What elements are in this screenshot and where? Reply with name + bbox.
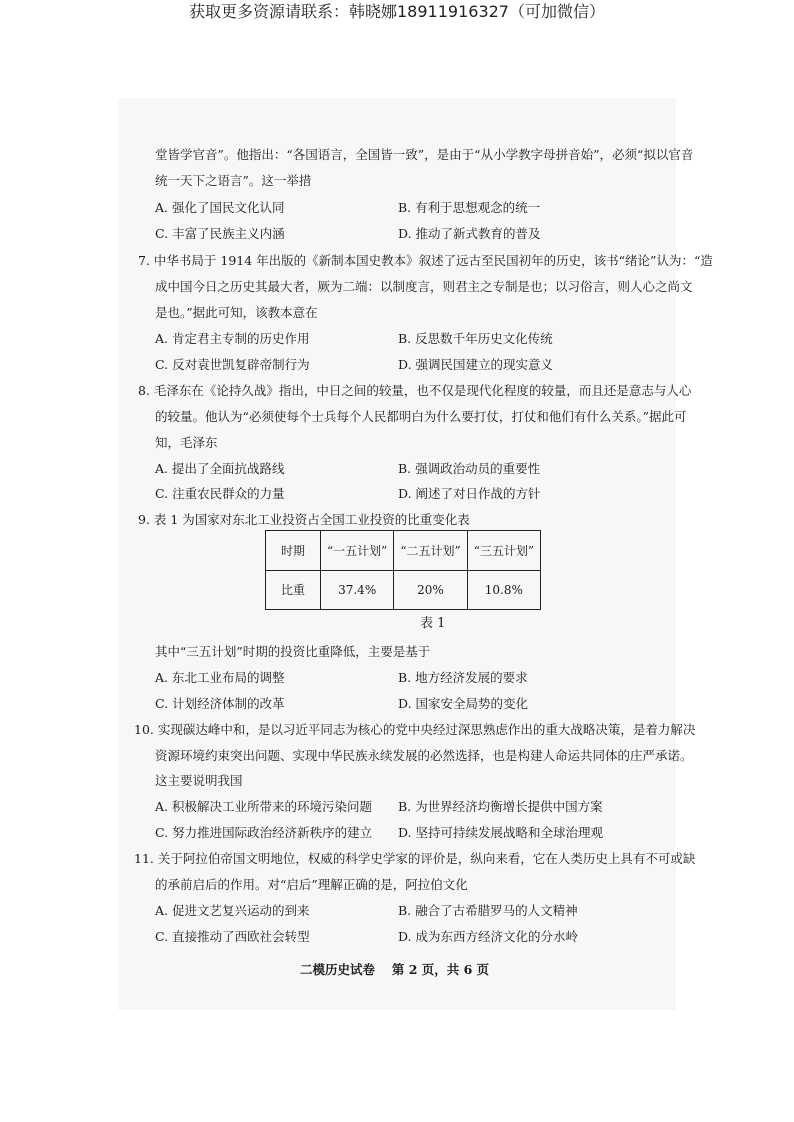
q8-stem-line-1: 8. 毛泽东在《论持久战》指出，中日之间的较量，也不仅是现代化程度的较量，而且还是意志与人心 — [138, 383, 692, 398]
table-header-cell: 时期 — [266, 531, 321, 571]
q10-stem-line-1: 10. 实现碳达峰中和，是以习近平同志为核心的党中央经过深思熟虑作出的重大战略决策，是着力解决 — [134, 722, 696, 737]
q8-option-a: A. 提出了全面抗战路线 — [155, 461, 285, 476]
table-header-cell: “三五计划” — [467, 531, 540, 571]
q11-option-b: B. 融合了古希腊罗马的人文精神 — [398, 903, 578, 918]
q8-option-b: B. 强调政治动员的重要性 — [398, 461, 541, 476]
q6-stem-line-2: 统一天下之语言”。这一举措 — [155, 173, 312, 188]
table-row — [266, 531, 541, 571]
q8-stem-line-2: 的较量。他认为“必须使每个士兵每个人民都明白为什么要打仗，打仗和他们有什么关系。”据此可 — [155, 409, 687, 424]
q8-option-d: D. 阐述了对日作战的方针 — [398, 486, 541, 501]
table-cell: 10.8% — [467, 570, 540, 610]
q11-option-a: A. 促进文艺复兴运动的到来 — [155, 903, 310, 918]
q9-stem: 9. 表 1 为国家对东北工业投资占全国工业投资的比重变化表 — [138, 512, 470, 527]
q10-option-a: A. 积极解决工业所带来的环境污染问题 — [155, 799, 372, 814]
q10-stem-line-3: 这主要说明我国 — [155, 773, 243, 788]
investment-table — [265, 530, 541, 610]
q9-option-b: B. 地方经济发展的要求 — [398, 670, 528, 685]
table-row — [266, 570, 541, 610]
q7-option-c: C. 反对袁世凯复辟帝制行为 — [155, 357, 310, 372]
q7-stem-line-2: 成中国今日之历史其最大者，厥为二端：以制度言，则君主之专制是也；以习俗言，则人心之尚文 — [155, 279, 693, 294]
q11-stem-line-1: 11. 关于阿拉伯帝国文明地位，权威的科学史学家的评价是，纵向来看，它在人类历史上具有不可或缺 — [134, 851, 696, 866]
q11-option-c: C. 直接推动了西欧社会转型 — [155, 929, 310, 944]
q8-option-c: C. 注重农民群众的力量 — [155, 486, 285, 501]
q7-option-b: B. 反思数千年历史文化传统 — [398, 331, 553, 346]
table-cell: 37.4% — [321, 570, 394, 610]
table-cell: 20% — [394, 570, 467, 610]
table-header-cell: “二五计划” — [394, 531, 467, 571]
q7-option-a: A. 肯定君主专制的历史作用 — [155, 331, 310, 346]
q10-option-c: C. 努力推进国际政治经济新秩序的建立 — [155, 825, 373, 840]
q10-option-d: D. 坚持可持续发展战略和全球治理观 — [398, 825, 604, 840]
q6-stem-line-1: 堂皆学官音”。他指出：“各国语言，全国皆一致”，是由于“从小学教字母拼音始”，必须“拟以官音 — [155, 147, 694, 162]
q8-stem-line-3: 知，毛泽东 — [155, 435, 218, 450]
table-cell: 比重 — [266, 570, 321, 610]
q9-option-c: C. 计划经济体制的改革 — [155, 696, 285, 711]
q7-stem-line-3: 是也。”据此可知，该教本意在 — [155, 305, 318, 320]
q11-stem-line-2: 的承前启后的作用。对“启后”理解正确的是，阿拉伯文化 — [155, 877, 468, 892]
contact-banner: 获取更多资源请联系：韩晓娜18911916327（可加微信） — [189, 2, 605, 21]
q10-stem-line-2: 资源环境约束突出问题、实现中华民族永续发展的必然选择，也是构建人命运共同体的庄严承诺。 — [155, 748, 693, 763]
q9-option-d: D. 国家安全局势的变化 — [398, 696, 529, 711]
q6-option-a: A. 强化了国民文化认同 — [155, 200, 285, 215]
q9-option-a: A. 东北工业布局的调整 — [155, 670, 285, 685]
q6-option-b: B. 有利于思想观念的统一 — [398, 200, 541, 215]
q10-option-b: B. 为世界经济均衡增长提供中国方案 — [398, 799, 603, 814]
q6-option-d: D. 推动了新式教育的普及 — [398, 226, 541, 241]
q11-option-d: D. 成为东西方经济文化的分水岭 — [398, 929, 579, 944]
table-caption: 表 1 — [420, 616, 446, 631]
q9-followup: 其中“三五计划”时期的投资比重降低，主要是基于 — [155, 644, 431, 659]
q7-stem-line-1: 7. 中华书局于 1914 年出版的《新制本国史教本》叙述了远古至民国初年的历史，该书“绪论”认为：“造 — [138, 253, 713, 268]
table-header-cell: “一五计划” — [321, 531, 394, 571]
page-footer: 二模历史试卷 第 2 页，共 6 页 — [300, 962, 490, 977]
q7-option-d: D. 强调民国建立的现实意义 — [398, 357, 554, 372]
q6-option-c: C. 丰富了民族主义内涵 — [155, 226, 285, 241]
